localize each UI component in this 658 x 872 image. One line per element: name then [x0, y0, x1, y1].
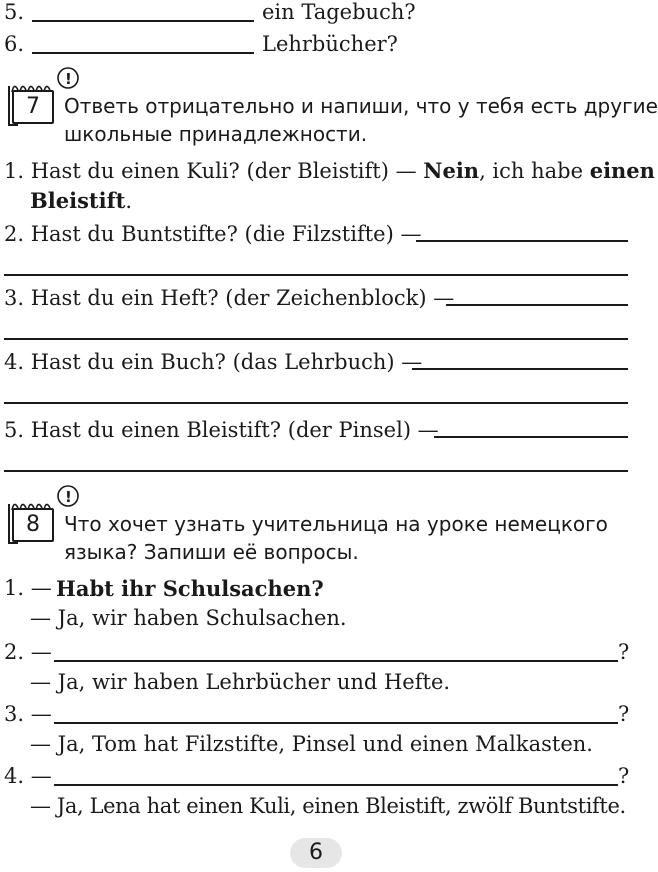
question-mark: ?	[618, 702, 630, 726]
answer-line	[4, 338, 628, 340]
answer-line	[412, 368, 628, 370]
question-text: 3. Hast du ein Heft? (der Zeichenblock) —	[4, 286, 455, 310]
example-line-2	[30, 188, 132, 213]
example-answer: — Ja, wir haben Schulsachen.	[30, 606, 347, 630]
example-question: Habt ihr Schulsachen?	[56, 576, 324, 601]
exercise-instruction: языка? Запиши её вопросы.	[64, 540, 359, 564]
question-text: 5. Hast du einen Bleistift? (der Pinsel) —	[4, 418, 439, 442]
top-item-num: 5.	[4, 0, 25, 24]
page-number: 6	[290, 838, 342, 868]
exercise-number: 7	[12, 90, 54, 124]
top-item-text: ein Tagebuch?	[262, 0, 416, 24]
answer-line	[4, 274, 628, 276]
question-text: 2. Hast du Buntstifte? (die Filzstifte) —	[4, 222, 422, 246]
answer-line	[4, 402, 628, 404]
example-question: 1. Hast du einen Kuli? (der Bleistift) —	[4, 159, 424, 183]
question-text: 4. Hast du ein Buch? (das Lehrbuch) —	[4, 350, 423, 374]
answer-line	[416, 240, 628, 242]
svg-text:!: !	[65, 488, 72, 506]
answer-line	[32, 52, 254, 54]
example-bold: einen	[589, 158, 655, 183]
exercise-instruction: школьные принадлежности.	[64, 122, 368, 146]
answer-line	[54, 784, 618, 786]
example-bold: Bleistift	[30, 188, 126, 213]
example-line	[4, 158, 655, 183]
example-end: .	[125, 189, 132, 213]
answer-line	[54, 660, 618, 662]
example-num: 1. —	[4, 576, 52, 600]
example-nein: Nein	[423, 158, 480, 183]
question-mark: ?	[618, 640, 630, 664]
exercise-instruction: Что хочет узнать учительница на уроке немецкого	[64, 512, 608, 536]
answer-line	[434, 436, 628, 438]
example-mid: , ich habe	[479, 159, 590, 183]
top-item-text: Lehrbücher?	[262, 32, 398, 56]
item-num: 3. —	[4, 702, 52, 726]
given-answer: — Ja, Lena hat einen Kuli, einen Bleistift, zwölf Buntstifte.	[30, 794, 626, 818]
top-item-num: 6.	[4, 32, 25, 56]
given-answer: — Ja, wir haben Lehrbücher und Hefte.	[30, 670, 451, 694]
svg-text:!: !	[65, 70, 72, 88]
given-answer: — Ja, Tom hat Filzstifte, Pinsel und einen Malkasten.	[30, 732, 593, 756]
question-mark: ?	[618, 764, 630, 788]
exercise-instruction: Ответь отрицательно и напиши, что у тебя есть другие	[64, 94, 658, 118]
answer-line	[446, 304, 628, 306]
answer-line	[4, 470, 628, 472]
item-num: 4. —	[4, 764, 52, 788]
answer-line	[32, 20, 254, 22]
item-num: 2. —	[4, 640, 52, 664]
answer-line	[54, 722, 618, 724]
exercise-number: 8	[12, 508, 54, 542]
